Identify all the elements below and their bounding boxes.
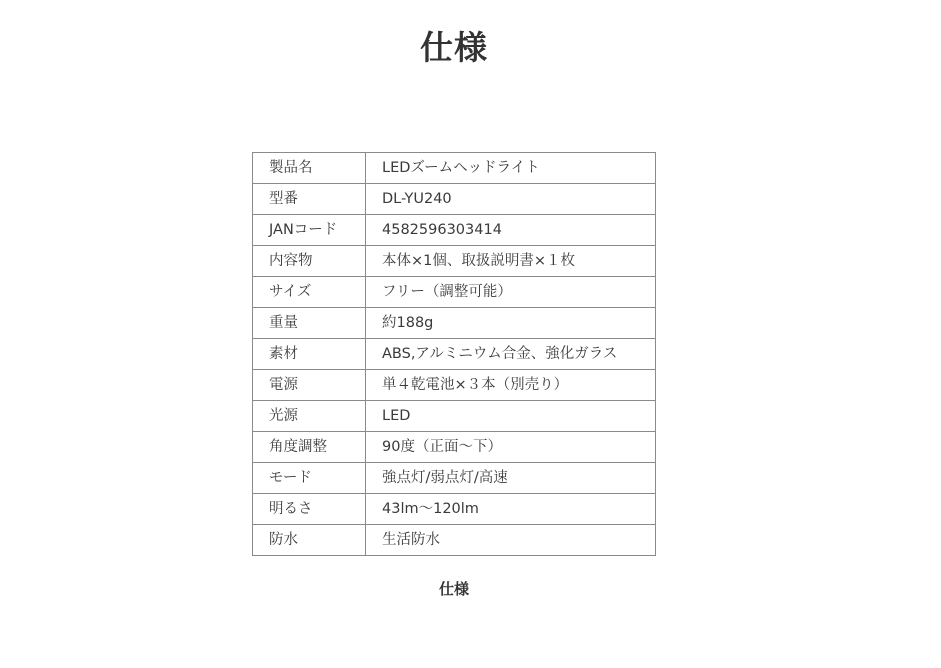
- spec-value: フリー（調整可能）: [366, 277, 656, 308]
- table-row: [253, 463, 656, 494]
- table-row: [253, 184, 656, 215]
- page-title: 仕様: [420, 28, 488, 67]
- spec-label: 角度調整: [253, 432, 366, 463]
- table-row: [253, 246, 656, 277]
- spec-value: DL-YU240: [366, 184, 656, 215]
- image-caption: 仕様: [438, 580, 469, 598]
- table-row: [253, 525, 656, 556]
- table-row: [253, 277, 656, 308]
- spec-label: JANコード: [253, 215, 366, 246]
- spec-value: 単４乾電池×３本（別売り）: [366, 370, 656, 401]
- spec-label: 電源: [253, 370, 366, 401]
- spec-value: 4582596303414: [366, 215, 656, 246]
- spec-value: 43lm～120lm: [366, 494, 656, 525]
- spec-label: モード: [253, 463, 366, 494]
- spec-label: 重量: [253, 308, 366, 339]
- spec-label: 明るさ: [253, 494, 366, 525]
- spec-value: LED: [366, 401, 656, 432]
- spec-value: 強点灯/弱点灯/高速: [366, 463, 656, 494]
- table-row: [253, 370, 656, 401]
- table-row: [253, 215, 656, 246]
- table-row: [253, 339, 656, 370]
- spec-value: 生活防水: [366, 525, 656, 556]
- spec-value: 90度（正面～下）: [366, 432, 656, 463]
- spec-label: 内容物: [253, 246, 366, 277]
- spec-label: 型番: [253, 184, 366, 215]
- table-row: [253, 494, 656, 525]
- spec-value: 約188g: [366, 308, 656, 339]
- table-row: [253, 401, 656, 432]
- spec-label: 製品名: [253, 153, 366, 184]
- table-row: [253, 308, 656, 339]
- spec-label: 素材: [253, 339, 366, 370]
- table-row: [253, 153, 656, 184]
- spec-value: LEDズームヘッドライト: [366, 153, 656, 184]
- spec-label: 防水: [253, 525, 366, 556]
- spec-table: [252, 152, 656, 556]
- table-row: [253, 432, 656, 463]
- spec-value: 本体×1個、取扱説明書×１枚: [366, 246, 656, 277]
- spec-label: 光源: [253, 401, 366, 432]
- spec-value: ABS,アルミニウム合金、強化ガラス: [366, 339, 656, 370]
- spec-label: サイズ: [253, 277, 366, 308]
